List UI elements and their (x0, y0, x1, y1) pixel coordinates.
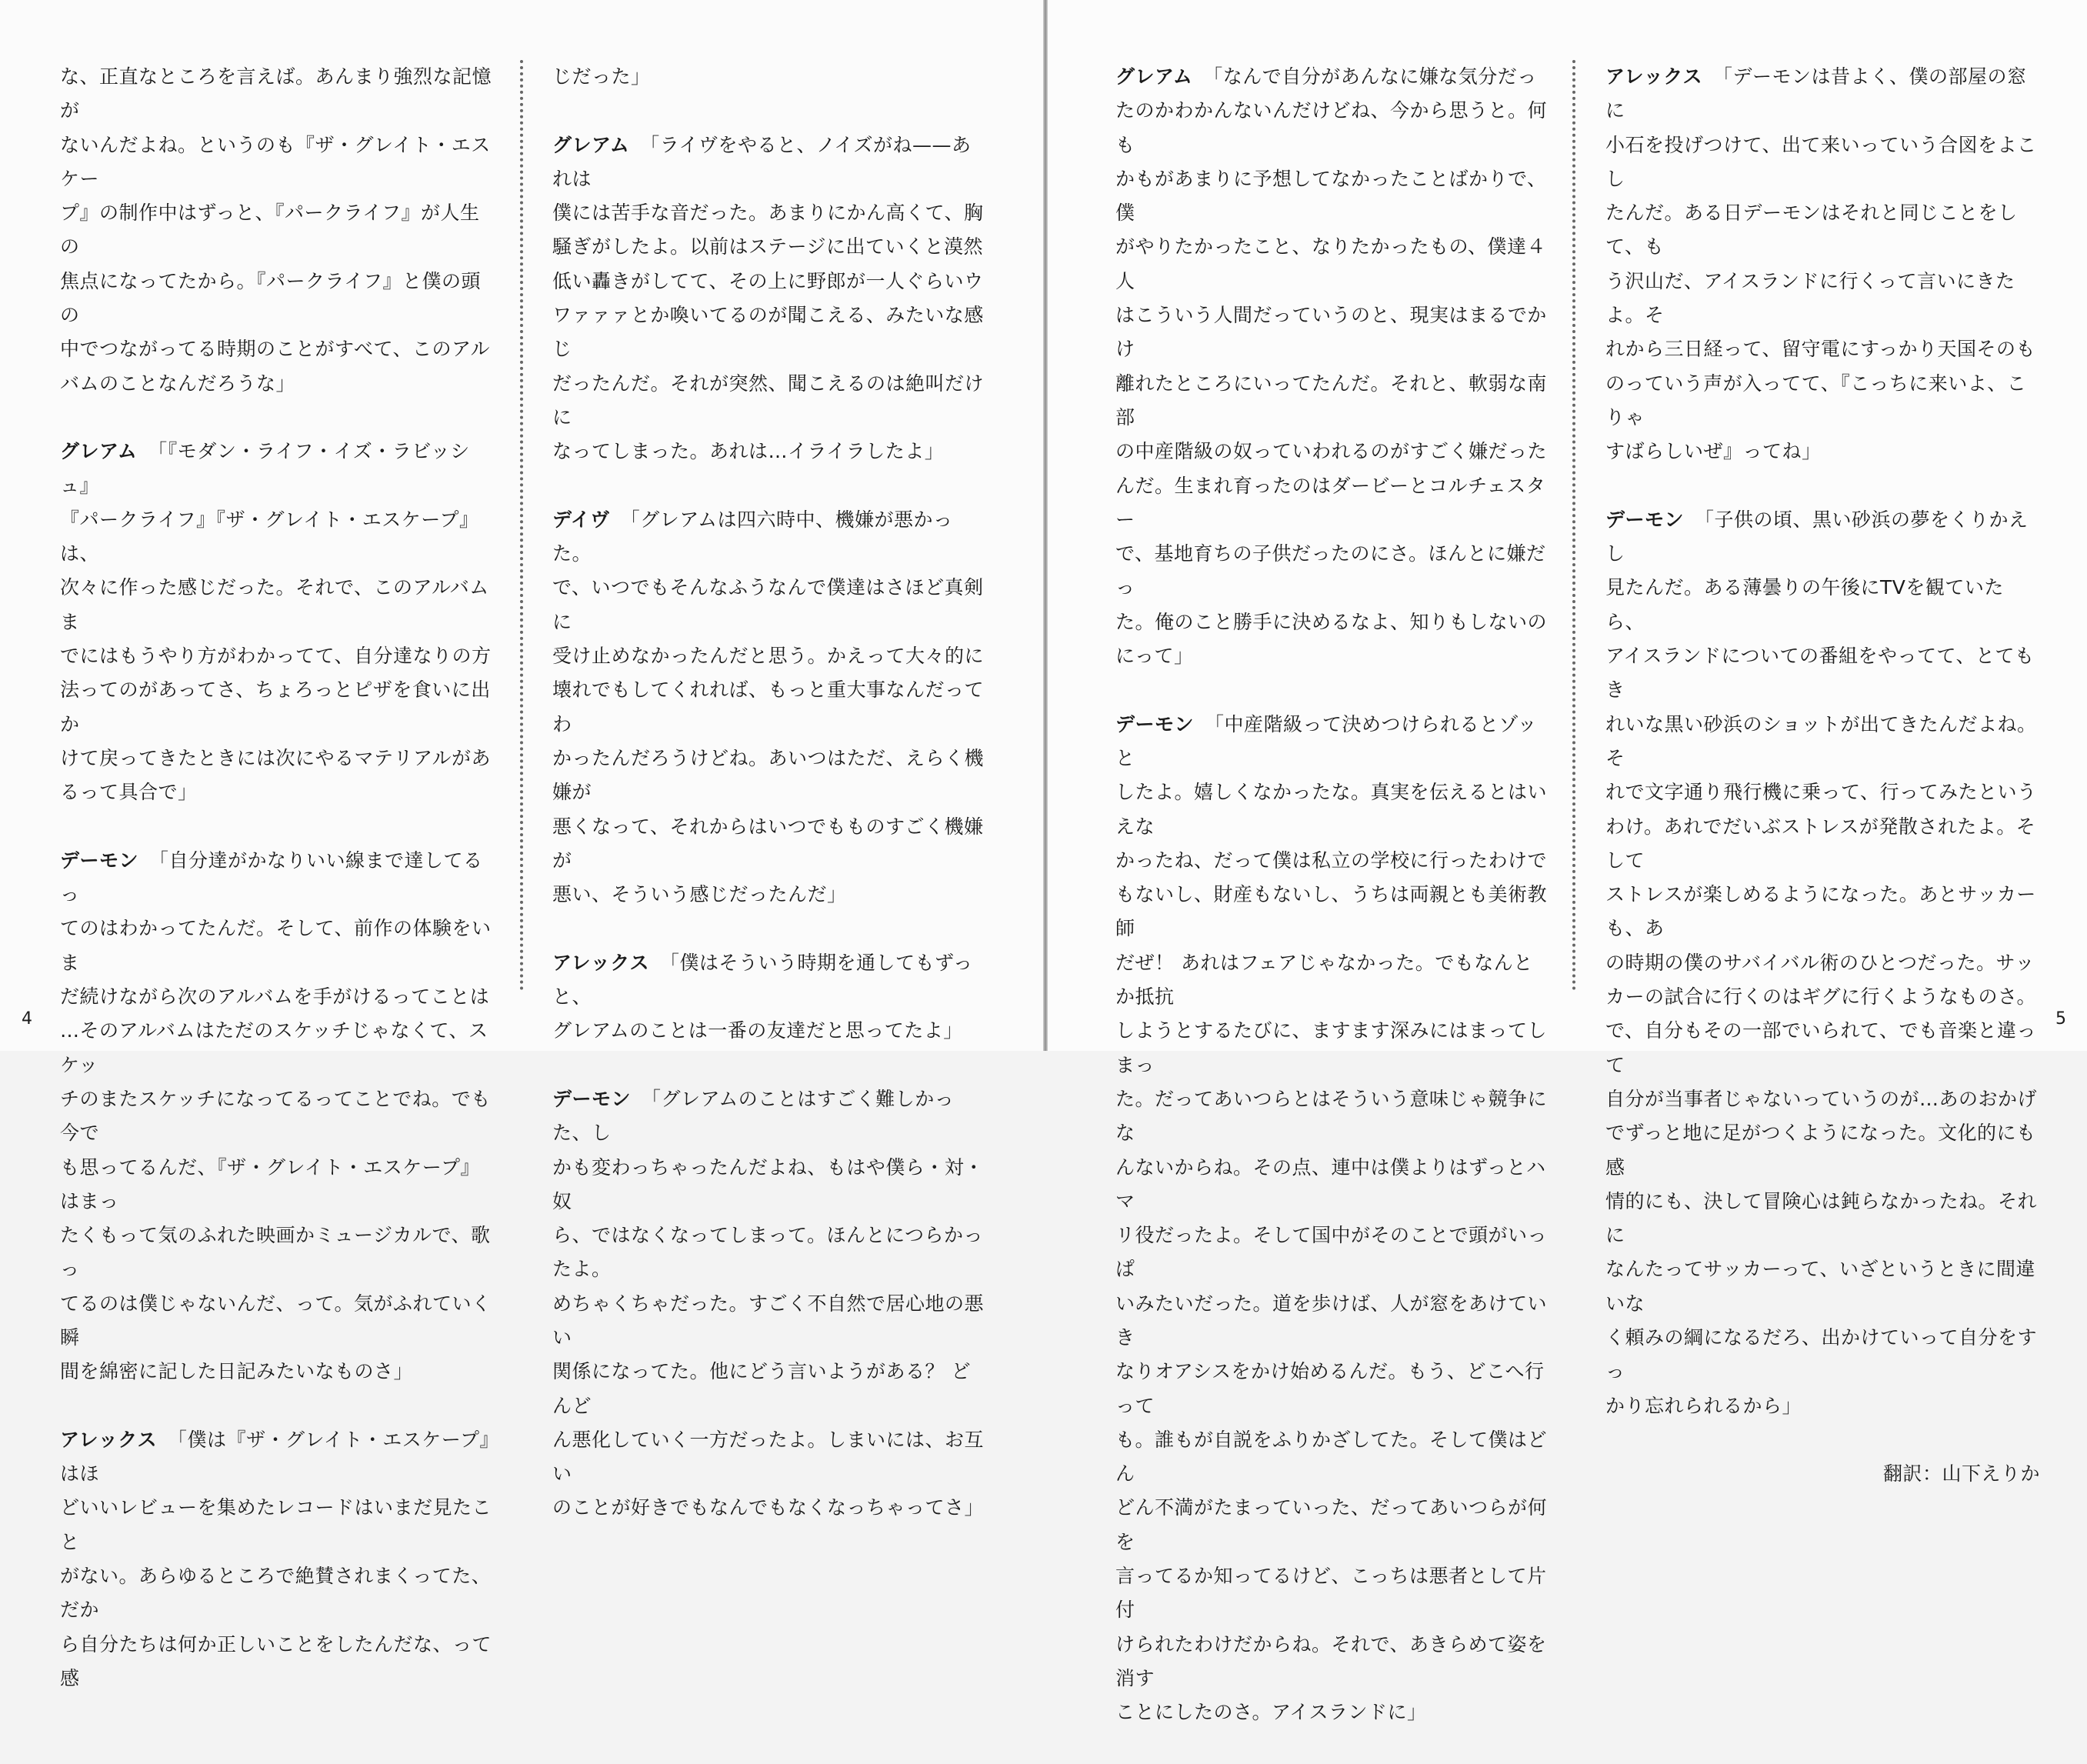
speaker-name: デーモン (1605, 508, 1685, 531)
speaker-name: アレックス (60, 1428, 158, 1451)
translator-credit: 翻訳：山下えりか (1882, 1462, 2040, 1486)
paragraph-text: 「ライヴをやると、ノイズがね——あれは 僕には苦手な音だった。あまりにかん高くて、胸 騒ぎがしたよ。以前はステージに出ていくと漠然 低い轟きがしてて、その上に野郎が一人ぐらいウ ワァァァとか喚いてるのが聞こえる、みたいな感じ だったんだ。それが突然、聞こえるのは絶叫だけに なってしまった。あれは…イライラしたよ」 (552, 133, 985, 463)
paragraph (1605, 503, 2040, 1423)
column-1 (60, 60, 496, 1730)
speaker-name: デイヴ (552, 508, 610, 531)
paragraph-text: 「自分達がかなりいい線まで達してるっ てのはわかってたんだ。そして、前作の体験をいま だ続けながら次のアルバムを手がけるってことは …そのアルバムはただのスケッチじゃなくて、スケッ チのまたスケッチになってるってことでね。でも今で も思ってるんだ、『ザ・グレイト・エスケープ』はまっ たくもって気のふれた映画かミュージカルで、歌っ てるのは僕じゃないんだ、って。気がふれていく瞬 間を綿密に記した日記みたいなものさ」 (60, 849, 492, 1383)
column-divider-dotted (520, 60, 523, 991)
paragraph-text: 「デーモンは昔よく、僕の部屋の窓に 小石を投げつけて、出て来いっていう合図をよこし たんだ。ある日デーモンはそれと同じことをして、も う沢山だ、アイスランドに行くって言いにきたよ。そ れから三日経って、留守電にすっかり天国そのも のっていう声が入ってて、『こっちに来いよ、こりゃ すばらしいぜ』ってね」 (1605, 65, 2037, 463)
speaker-name: アレックス (1605, 65, 1703, 88)
paragraph-text: 「僕は『ザ・グレイト・エスケープ』はほ どいいレビューを集めたレコードはいまだ見たこと がない。あらゆるところで絶賛されまくってた、だか ら自分たちは何か正しいことをしたんだな、って感 (60, 1428, 492, 1689)
paragraph (552, 503, 988, 912)
speaker-name: デーモン (60, 849, 139, 872)
paragraph-text: 「子供の頃、黒い砂浜の夢をくりかえし 見たんだ。ある薄曇りの午後にTVを観ていたら、 アイスランドについての番組をやってて、とてもき れいな黒い砂浜のショットが出てきたんだよね。そ れで文字通り飛行機に乗って、行ってみたという わけ。あれでだいぶストレスが発散されたよ。そして ストレスが楽しめるようになった。あとサッカーも、あ の時期の僕のサバイバル術のひとつだった。サッ カーの試合に行くのはギグに行くようなものさ。 で、自分もその一部でいられて、でも音楽と違って 自分が当事者じゃないっていうのが…あのおかげ でずっと地に足がつくようになった。文化的にも感 情的にも、決して冒険心は鈍らなかったね。それに なんたってサッカーって、いざというときに間違いな く頼みの綱になるだろ、出かけていって自分をすっ かり忘れられるから」 (1605, 508, 2038, 1417)
paragraph (1605, 60, 2040, 469)
speaker-name: アレックス (552, 951, 650, 974)
paragraph-text: 「グレアムのことはすごく難しかった、し かも変わっちゃったんだよね、もはや僕ら・対・奴 ら、ではなくなってしまって。ほんとにつらかったよ。 めちゃくちゃだった。すごく不自然で居心地の悪い 関係になってた。他にどう言いようがある？ どんど ん悪化していく一方だったよ。しまいには、お互い のことが好きでもなんでもなくなっちゃってさ」 (552, 1087, 985, 1519)
page-number-left: 4 (22, 1009, 32, 1029)
paragraph (60, 844, 496, 1389)
paragraph (1115, 708, 1550, 1730)
paragraph (552, 60, 988, 94)
paragraph-text: 「『モダン・ライフ・イズ・ラビッシュ』 『パークライフ』『ザ・グレイト・エスケープ』は、 次々に作った感じだった。それで、このアルバムま でにはもうやり方がわかってて、自分達なりの方 法ってのがあってさ、ちょろっとピザを食いに出か けて戻ってきたときには次にやるマテリアルがあ るって具合で」 (60, 440, 492, 804)
paragraph-text: じだった」 (552, 65, 651, 88)
column-3 (1115, 60, 1550, 1764)
paragraph-text: 「なんで自分があんなに嫌な気分だっ たのかわかんないんだけどね、今から思うと。何も かもがあまりに予想してなかったことばかりで、僕 がやりたかったこと、なりたかったもの、僕達４人 はこういう人間だっていうのと、現実はまるでかけ 離れたところにいってたんだ。それと、軟弱な南部 の中産階級の奴っていわれるのがすごく嫌だった んだ。生まれ育ったのはダービーとコルチェスター で、基地育ちの子供だったのにさ。ほんとに嫌だっ た。俺のこと勝手に決めるなよ、知りもしないの にって」 (1115, 65, 1548, 668)
paragraph (1115, 60, 1550, 673)
speaker-name: グレアム (60, 440, 138, 463)
paragraph (60, 60, 496, 401)
paragraph (552, 128, 988, 469)
paragraph (60, 1423, 496, 1696)
paragraph-text: な、正直なところを言えば。あんまり強烈な記憶が ないんだよね。というのも『ザ・グレイト・エスケー プ』の制作中はずっと、『パークライフ』が人生の 焦点になってたから。『パークライフ』と僕の頭の 中でつながってる時期のことがすべて、このアル バムのことなんだろうな」 (60, 65, 492, 395)
column-divider-dotted (1572, 60, 1575, 991)
paragraph-text: 「グレアムは四六時中、機嫌が悪かった。 で、いつでもそんなふうなんで僕達はさほど真剣に 受け止めなかったんだと思う。かえって大々的に 壊れでもしてくれれば、もっと重大事なんだってわ かったんだろうけどね。あいつはただ、えらく機嫌が 悪くなって、それからはいつでもものすごく機嫌が 悪い、そういう感じだったんだ」 (552, 508, 985, 906)
paragraph-text: 「僕はそういう時期を通してもずっと、 グレアムのことは一番の友達だと思ってたよ」 (552, 951, 973, 1042)
paragraph (552, 1082, 988, 1526)
speaker-name: デーモン (1115, 712, 1195, 735)
paragraph (552, 946, 988, 1049)
paragraph (60, 435, 496, 809)
page-number-right: 5 (2055, 1009, 2066, 1029)
speaker-name: グレアム (1115, 65, 1193, 88)
paragraph-text: 「中産階級って決めつけられるとゾッと したよ。嬉しくなかったな。真実を伝えるとはいえな かったね、だって僕は私立の学校に行ったわけで もないし、財産もないし、うちは両親とも美術教師 だぜ！ あれはフェアじゃなかった。でもなんとか抵抗 しようとするたびに、ますます深みにはまってしまっ た。だってあいつらとはそういう意味じゃ競争にな んないからね。その点、連中は僕よりはずっとハマ リ役だったよ。そして国中がそのことで頭がいっぱ いみたいだった。道を歩けば、人が窓をあけていき なりオアシスをかけ始めるんだ。もう、どこへ行って も。誰もが自説をふりかざしてた。そして僕はどん どん不満がたまっていった、だってあいつらが何を 言ってるか知ってるけど、こっちは悪者として片付 けられたわけだからね。それで、あきらめて姿を消す ことにしたのさ。アイスランドに」 (1115, 712, 1548, 1724)
column-2 (552, 60, 988, 1559)
speaker-name: デーモン (552, 1087, 632, 1110)
speaker-name: グレアム (552, 133, 630, 156)
column-4 (1605, 60, 2040, 1526)
